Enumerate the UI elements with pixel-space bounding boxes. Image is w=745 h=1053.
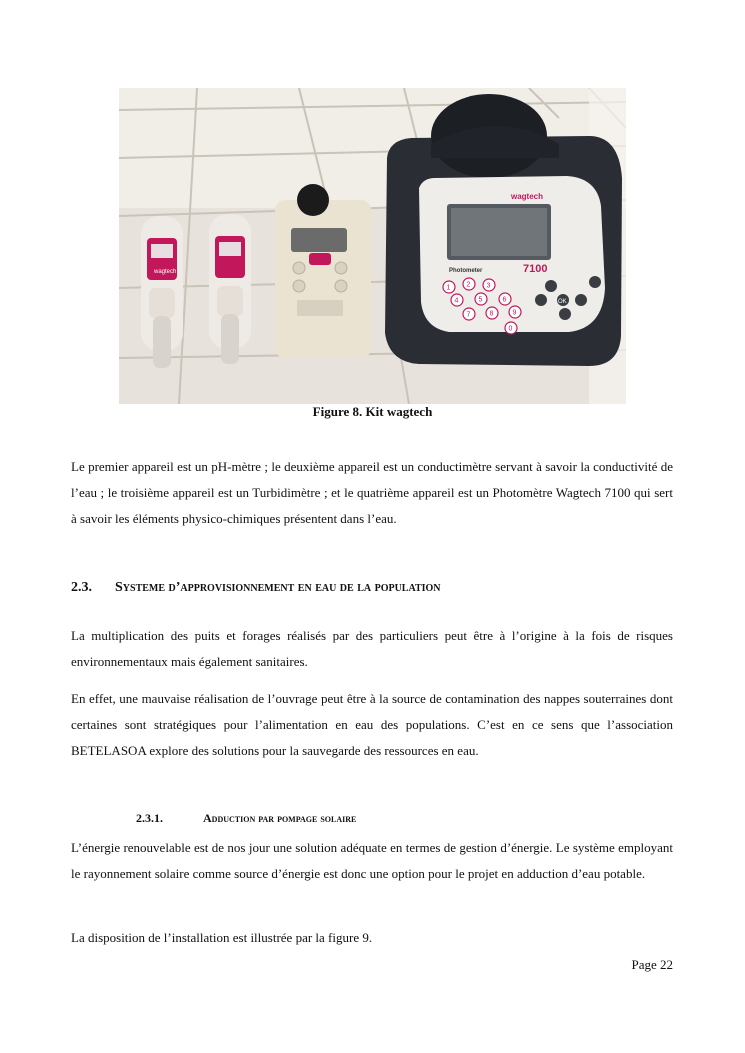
keypad-digit-2: 2: [466, 281, 471, 289]
keypad-digit-0: 0: [508, 325, 513, 333]
subsection-number: 2.3.1.: [136, 811, 163, 825]
photometer-ok-key-label: OK: [558, 299, 567, 305]
paragraph-contamination: En effet, une mauvaise réalisation de l’ouvrage peut être à la source de contamination des nappes souterraines dont certaines sont stratégiques pour l’alimentation en eau des populations. C’est en ce sens que l’association BETELASOA explore des solutions pour la sauvegarde des ressources en eau.: [71, 691, 673, 758]
paragraph-solar-energy: L’énergie renouvelable est de nos jour une solution adéquate en termes de gestion d’énergie. Le système employant le rayonnement solaire comme source d’énergie est donc une option pour le projet en adduction d’eau potable.: [71, 840, 673, 881]
keypad-digit-8: 8: [489, 310, 494, 318]
paragraph-figure-9-reference: La disposition de l’installation est illustrée par la figure 9.: [71, 930, 373, 945]
section-title: Systeme d’approvisionnement en eau de la population: [115, 580, 441, 595]
keypad-digit-7: 7: [466, 311, 471, 319]
figure-caption: Figure 8. Kit wagtech: [312, 404, 433, 419]
keypad-digit-6: 6: [502, 296, 507, 304]
section-number: 2.3.: [71, 580, 92, 595]
paragraph-wells-risks: La multiplication des puits et forages réalisés par des particuliers peut être à l’origine à la fois de risques environnementaux mais également sanitaires.: [71, 628, 673, 669]
subsection-heading-2-3-1: [136, 811, 356, 826]
section-heading-2-3: [71, 580, 441, 596]
keypad-digit-9: 9: [512, 309, 517, 317]
keypad-digit-3: 3: [486, 282, 491, 290]
conductimeter-device: [209, 214, 251, 364]
ph-meter-device: [141, 216, 183, 368]
photometer-model-number: 7100: [523, 263, 548, 275]
keypad-digit-1: 1: [446, 284, 451, 292]
figure-photo-kit-wagtech: [119, 88, 626, 404]
photometer-model-name: Photometer: [449, 268, 483, 274]
turbidimeter-device: [275, 184, 371, 358]
page-number: Page 22: [631, 957, 673, 972]
keypad-digit-5: 5: [478, 296, 483, 304]
paragraph-equipment-description: Le premier appareil est un pH-mètre ; le deuxième appareil est un conductimètre servant à savoir la conductivité de l’eau ; le troisième appareil est un Turbidimètre ; et le quatrième appareil est un Photomètre Wagtech 7100 qui sert à savoir les éléments physico-chimiques présentent dans l’eau.: [71, 459, 673, 526]
photometer-brand-label: wagtech: [511, 192, 544, 201]
subsection-title: Adduction par pompage solaire: [203, 811, 357, 825]
ph-meter-label: wagtech: [154, 269, 177, 275]
keypad-digit-4: 4: [454, 297, 459, 305]
